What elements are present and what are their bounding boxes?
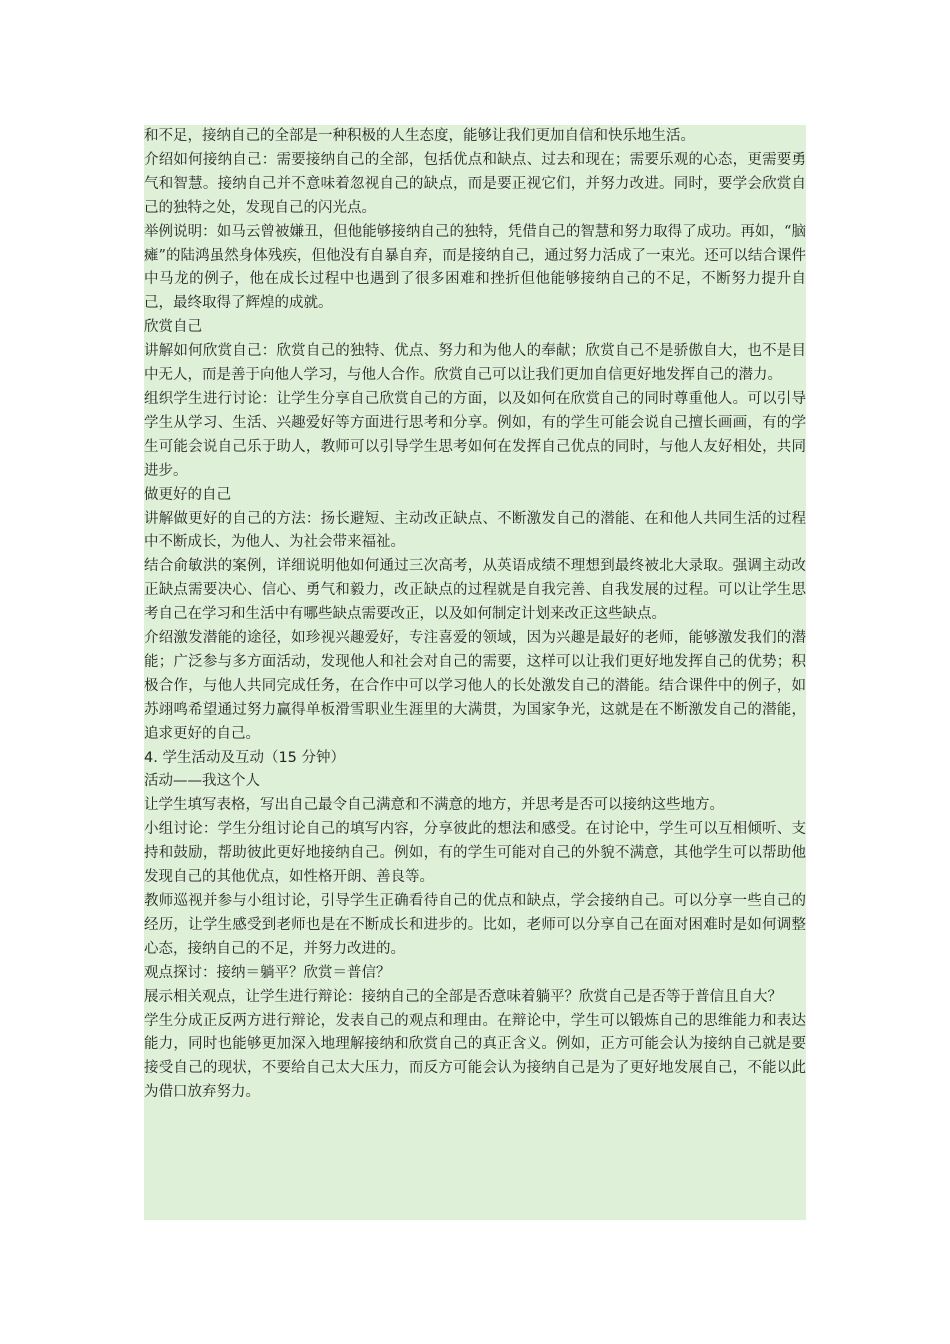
paragraph-fill-form: 让学生填写表格，写出自己最令自己满意和不满意的地方，并思考是否可以接纳这些地方。	[144, 797, 724, 814]
subheading-better-self: 做更好的自己	[144, 486, 231, 503]
section-heading-activities: 4. 学生活动及互动（15 分钟）	[144, 749, 346, 766]
paragraph-better-self-methods: 讲解做更好的自己的方法：扬长避短、主动改正缺点、不断激发自己的潜能、在和他人共同生活的过程中不断成长，为他人、为社会带来福祉。	[144, 510, 806, 551]
subheading-appreciate-self: 欣赏自己	[144, 319, 202, 336]
paragraph-how-to-appreciate: 讲解如何欣赏自己：欣赏自己的独特、优点、努力和为他人的奉献；欣赏自己不是骄傲自大，也不是目中无人，而是善于向他人学习，与他人合作。欣赏自己可以让我们更加自信更好地发挥自己的潜力。	[144, 343, 806, 384]
paragraph-teacher-patrol: 教师巡视并参与小组讨论，引导学生正确看待自己的优点和缺点，学会接纳自己。可以分享一些自己的经历，让学生感受到老师也是在不断成长和进步的。比如，老师可以分享自己在面对困难时是如何调整心态，接纳自己的不足，并努力改进的。	[144, 893, 806, 957]
paragraph-accept-conclusion: 和不足，接纳自己的全部是一种积极的人生态度，能够让我们更加自信和快乐地生活。	[144, 128, 695, 144]
paragraph-how-to-accept: 介绍如何接纳自己：需要接纳自己的全部，包括优点和缺点、过去和现在；需要乐观的心态，更需要勇气和智慧。接纳自己并不意味着忽视自己的缺点，而是要正视它们，并努力改进。同时，要学会欣赏自己的独特之处，发现自己的闪光点。	[144, 151, 806, 216]
paragraph-accept-examples: 举例说明：如马云曾被嫌丑，但他能够接纳自己的独特，凭借自己的智慧和努力取得了成功。再如，“脑瘫”的陆鸿虽然身体残疾，但他没有自暴自弃，而是接纳自己，通过努力活成了一束光。还可以结合课件中马龙的例子，他在成长过程中也遇到了很多困难和挫折但他能够接纳自己的不足，不断努力提升自己，最终取得了辉煌的成就。	[144, 223, 806, 312]
paragraph-debate: 学生分成正反两方进行辩论，发表自己的观点和理由。在辩论中，学生可以锻炼自己的思维能力和表达能力，同时也能够更加深入地理解接纳和欣赏自己的真正含义。例如，正方可能会认为接纳自己就是要接受自己的现状，不要给自己太大压力，而反方可能会认为接纳自己是为了更好地发展自己，不能以此为借口放弃努力。	[144, 1012, 806, 1101]
document-page	[144, 125, 806, 1220]
paragraph-discussion: 组织学生进行讨论：让学生分享自己欣赏自己的方面，以及如何在欣赏自己的同时尊重他人。可以引导学生从学习、生活、兴趣爱好等方面进行思考和分享。例如，有的学生可能会说自己擅长画画，有的学生可能会说自己乐于助人，教师可以引导学生思考如何在发挥自己优点的同时，与他人友好相处，共同进步。	[144, 390, 806, 479]
subheading-activity-me: 活动——我这个人	[144, 773, 260, 790]
paragraph-group-discussion: 小组讨论：学生分组讨论自己的填写内容，分享彼此的想法和感受。在讨论中，学生可以互相倾听、支持和鼓励，帮助彼此更好地接纳自己。例如，有的学生可能对自己的外貌不满意，其他学生可以帮助他发现自己的其他优点，如性格开朗、善良等。	[144, 821, 806, 886]
paragraph-debate-intro: 展示相关观点，让学生进行辩论：接纳自己的全部是否意味着躺平？欣赏自己是否等于普信且自大？	[144, 988, 782, 1005]
paragraph-yu-minhong-case: 结合俞敏洪的案例，详细说明他如何通过三次高考，从英语成绩不理想到最终被北大录取。强调主动改正缺点需要决心、信心、勇气和毅力，改正缺点的过程就是自我完善、自我发展的过程。可以让学生思考自己在学习和生活中有哪些缺点需要改正，以及如何制定计划来改正这些缺点。	[144, 558, 806, 623]
paragraph-potential: 介绍激发潜能的途径，如珍视兴趣爱好，专注喜爱的领域，因为兴趣是最好的老师，能够激发我们的潜能；广泛参与多方面活动，发现他人和社会对自己的需要，这样可以让我们更好地发挥自己的优势；积极合作，与他人共同完成任务，在合作中可以学习他人的长处激发自己的潜能。结合课件中的例子，如苏翊鸣希望通过努力赢得单板滑雪职业生涯里的大满贯，为国家争光，这就是在不断激发自己的潜能，追求更好的自己。	[144, 630, 806, 742]
subheading-viewpoint: 观点探讨：接纳＝躺平？欣赏＝普信？	[144, 964, 391, 981]
